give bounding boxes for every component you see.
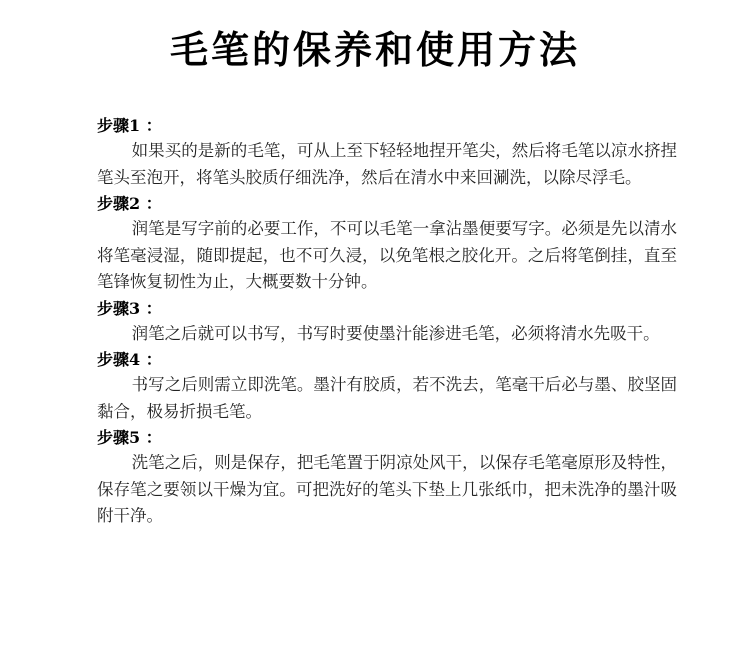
- step-heading: 步骤5 ：: [97, 428, 162, 447]
- step-body: 润笔是写字前的必要工作，不可以毛笔一拿沾墨便要写字。必须是先以清水将笔毫浸湿，随即提起，也不可久浸，以免笔根之胶化开。之后将笔倒挂，直至笔锋恢复韧性为止，大概要数十分钟。: [97, 219, 677, 291]
- step-heading: 步骤2 ：: [97, 194, 162, 213]
- step-2: [97, 191, 677, 296]
- step-4: [97, 347, 677, 425]
- step-heading: 步骤1 ：: [97, 116, 162, 135]
- step-heading: 步骤4 ：: [97, 350, 162, 369]
- step-body: 洗笔之后，则是保存，把毛笔置于阴凉处风干，以保存毛笔毫原形及特性，保存笔之要领以干燥为宜。可把洗好的笔头下垫上几张纸巾，把未洗净的墨汁吸附干净。: [97, 453, 677, 525]
- step-1: [97, 113, 677, 191]
- step-body: 书写之后则需立即洗笔。墨汁有胶质，若不洗去，笔毫干后必与墨、胶坚固黏合，极易折损毛笔。: [97, 375, 677, 421]
- step-body: 如果买的是新的毛笔，可从上至下轻轻地捏开笔尖，然后将毛笔以凉水挤捏笔头至泡开，将笔头胶质仔细洗净，然后在清水中来回涮洗，以除尽浮毛。: [97, 141, 677, 187]
- step-body: 润笔之后就可以书写，书写时要使墨汁能渗进毛笔，必须将清水先吸干。: [131, 323, 660, 343]
- steps-list: [97, 113, 677, 530]
- page-title: 毛笔的保养和使用方法: [169, 27, 580, 72]
- step-heading: 步骤3 ：: [97, 298, 162, 318]
- step-3: [97, 296, 677, 348]
- step-5: [97, 425, 677, 530]
